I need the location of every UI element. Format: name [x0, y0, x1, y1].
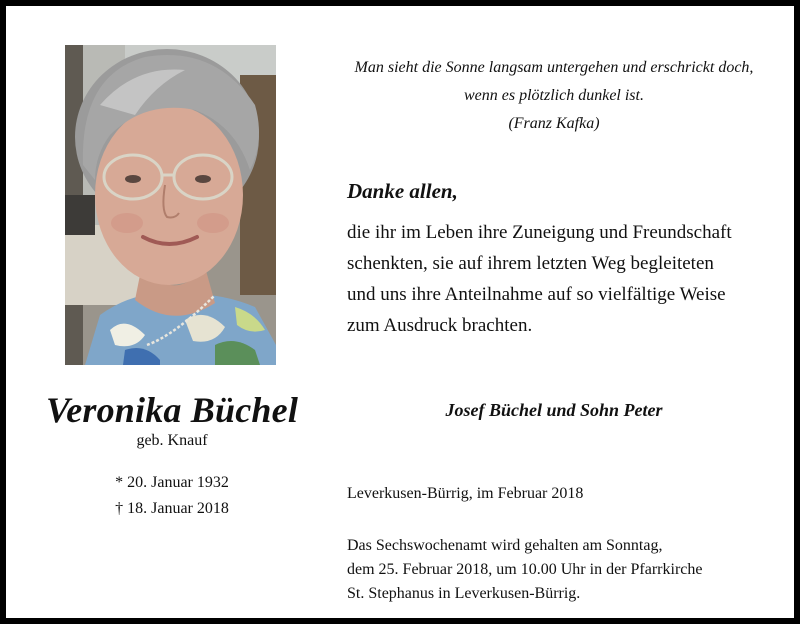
thanks-text [347, 217, 777, 341]
thanks-title: Danke allen, [347, 179, 458, 203]
family-signature: Josef Büchel und Sohn Peter [445, 400, 663, 420]
mass-line: St. Stephanus in Leverkusen-Bürrig. [347, 585, 581, 602]
quote [326, 54, 782, 138]
quote-author: (Franz Kafka) [508, 115, 600, 132]
thanks-line: und uns ihre Anteilnahme auf so vielfältige Weise [347, 284, 726, 305]
mass-line: dem 25. Februar 2018, um 10.00 Uhr in der Pfarrkirche [347, 561, 703, 578]
birth-date: * 20. Januar 1932 [115, 474, 229, 491]
thanks-line: schenkten, sie auf ihrem letzten Weg begleiteten [347, 253, 714, 274]
portrait-illustration [65, 45, 276, 365]
thanks-line: die ihr im Leben ihre Zuneigung und Freundschaft [347, 222, 732, 243]
thanks-line: zum Ausdruck brachten. [347, 315, 533, 336]
mass-line: Das Sechswochenamt wird gehalten am Sonntag, [347, 537, 663, 554]
quote-line: Man sieht die Sonne langsam untergehen und erschrickt doch, [354, 59, 754, 76]
quote-line: wenn es plötzlich dunkel ist. [464, 87, 644, 104]
maiden-name: geb. Knauf [136, 432, 208, 449]
deceased-name: Veronika Büchel [45, 390, 299, 430]
mass-announcement [347, 534, 702, 606]
place-date: Leverkusen-Bürrig, im Februar 2018 [347, 485, 584, 502]
death-date: † 18. Januar 2018 [115, 500, 229, 517]
portrait-photo [65, 45, 276, 365]
